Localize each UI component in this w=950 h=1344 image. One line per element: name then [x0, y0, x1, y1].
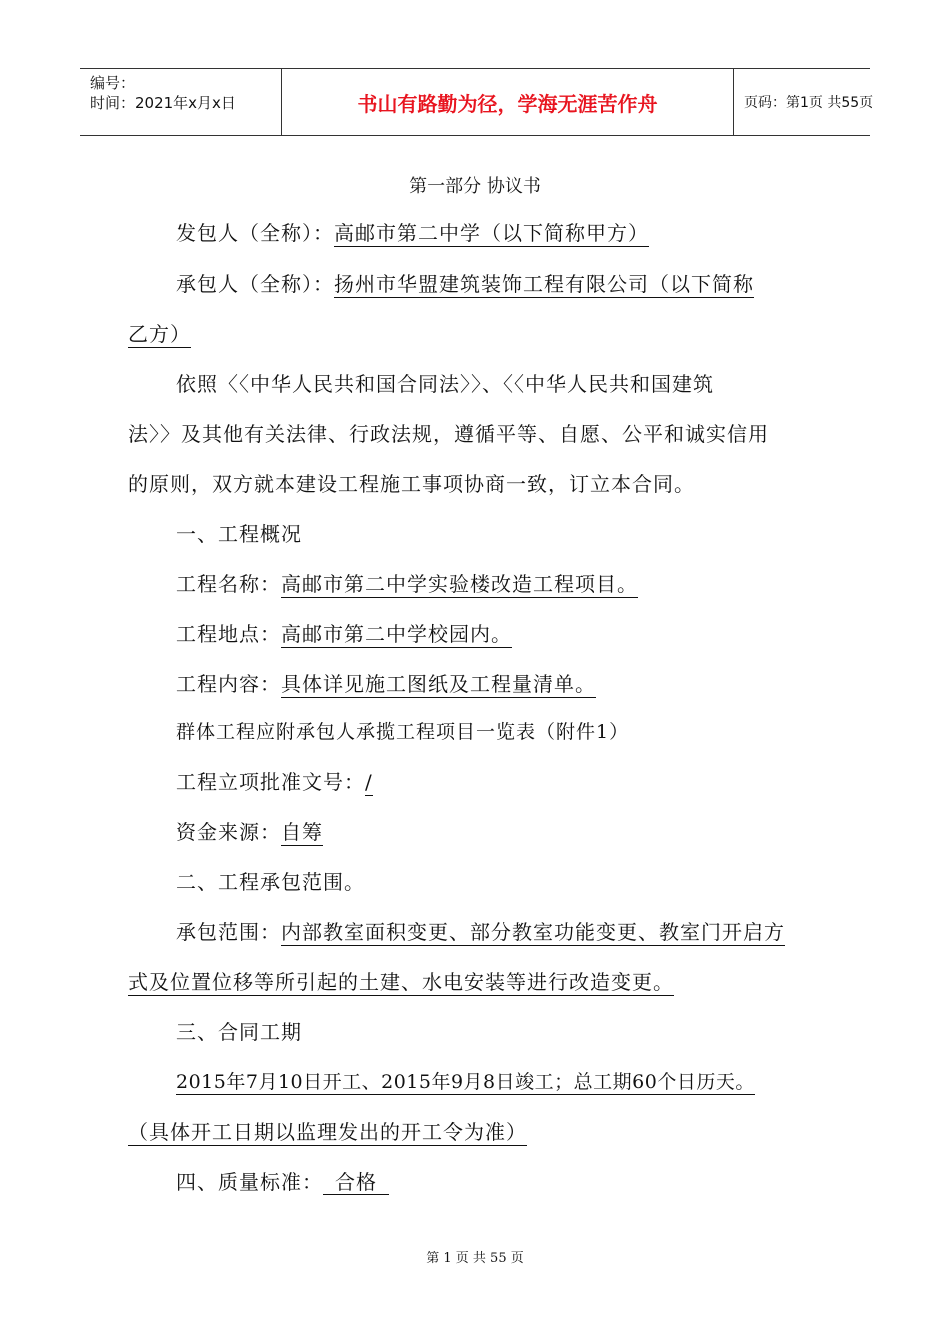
doc-number-label: 编号： [90, 74, 136, 92]
period-line-1 [176, 1068, 755, 1096]
scope-line-1 [176, 918, 785, 946]
fund-source-label: 资金来源： [176, 820, 281, 844]
project-name-value: 高邮市第二中学实验楼改造工程项目。 [281, 572, 638, 596]
fund-source-line [176, 818, 323, 846]
section-3-heading: 三、合同工期 [176, 1020, 302, 1044]
approval-label: 工程立项批准文号： [176, 770, 365, 794]
approval-line [176, 768, 373, 796]
quality-label: 四、质量标准： [176, 1170, 323, 1194]
project-name-label: 工程名称： [176, 572, 281, 596]
basis-line-1: 依照〈〈中华人民共和国合同法〉〉、〈〈中华人民共和国建筑 [176, 372, 714, 396]
quality-value: 合格 [323, 1170, 389, 1195]
section-2-heading: 二、工程承包范围。 [176, 870, 365, 894]
project-site-label: 工程地点： [176, 622, 281, 646]
header-page-number: 页码：第1页 共55页 [744, 95, 874, 111]
contractor-value-cont: 乙方） [128, 322, 191, 346]
period-value-1: 2015年7月10日开工、2015年9月8日竣工；总工期60个日历天。 [176, 1071, 755, 1093]
project-site-value: 高邮市第二中学校园内。 [281, 622, 512, 646]
contractor-label: 承包人（全称）： [176, 272, 334, 296]
scope-label: 承包范围： [176, 920, 281, 944]
page-header [80, 68, 874, 136]
basis-line-3: 的原则，双方就本建设工程施工事项协商一致，订立本合同。 [128, 472, 695, 496]
employer-value: 高邮市第二中学（以下简称甲方） [334, 221, 649, 245]
contractor-line-cont [128, 320, 191, 348]
project-site-line [176, 620, 512, 648]
section-1-heading: 一、工程概况 [176, 522, 302, 546]
project-name-line [176, 570, 638, 598]
approval-value: / [365, 770, 373, 794]
doc-time-label: 时间：2021年x月x日 [90, 94, 236, 112]
project-content-line [176, 670, 596, 698]
contractor-value: 扬州市华盟建筑装饰工程有限公司（以下简称 [334, 272, 754, 296]
employer-label: 发包人（全称）： [176, 221, 334, 245]
contractor-line [176, 270, 754, 298]
fund-source-value: 自筹 [281, 820, 323, 844]
header-meta-cell [80, 69, 282, 135]
project-content-label: 工程内容： [176, 672, 281, 696]
scope-value-1: 内部教室面积变更、部分教室功能变更、教室门开启方 [281, 920, 785, 944]
scope-line-2 [128, 968, 674, 996]
quality-line [176, 1168, 389, 1196]
header-motto: 书山有路勤为径，学海无涯苦作舟 [282, 69, 734, 135]
period-line-2 [128, 1118, 527, 1146]
basis-line-2: 法〉〉及其他有关法律、行政法规，遵循平等、自愿、公平和诚实信用 [128, 422, 769, 446]
period-value-2: （具体开工日期以监理发出的开工令为准） [128, 1120, 527, 1144]
scope-value-2: 式及位置位移等所引起的土建、水电安装等进行改造变更。 [128, 970, 674, 994]
page-footer: 第 1 页 共 55 页 [426, 1251, 524, 1266]
group-project-note: 群体工程应附承包人承揽工程项目一览表（附件1） [176, 721, 630, 743]
project-content-value: 具体详见施工图纸及工程量清单。 [281, 672, 596, 696]
employer-line [176, 219, 649, 247]
section-title: 第一部分 协议书 [409, 176, 541, 197]
